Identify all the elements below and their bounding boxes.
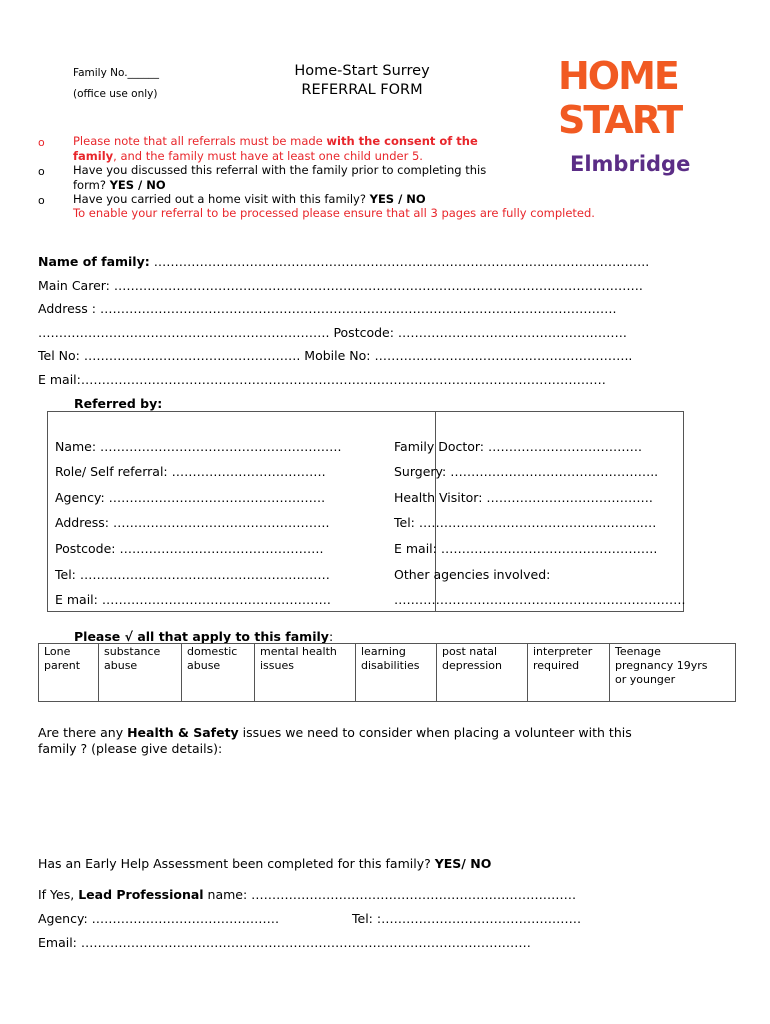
address-postcode-field[interactable]: ……………………………………………………………. Postcode: ………………………………………………. — [38, 325, 627, 340]
discussed-question-text: Have you discussed this referral with the family prior to completing this — [73, 163, 487, 177]
home-visit-question-text: Have you carried out a home visit with this family? — [73, 192, 370, 206]
checklist-teenage-pregnancy[interactable] — [610, 644, 736, 702]
cell-line: Teenage — [615, 645, 661, 658]
referrer-address-field[interactable]: Address: ……………………………………………. — [55, 515, 330, 530]
discussed-question — [73, 163, 486, 192]
cell-line: abuse — [187, 659, 221, 672]
health-safety-question — [38, 725, 632, 757]
other-agencies-field[interactable]: ……………………………………………………………. — [394, 592, 686, 607]
cell-line: learning — [361, 645, 406, 658]
family-name-field[interactable] — [38, 254, 649, 269]
cell-line: issues — [260, 659, 294, 672]
home-visit-yes-no[interactable]: YES / NO — [369, 192, 426, 206]
tel-mobile-field[interactable]: Tel No: ……………………………………………. Mobile No: …………………………………………………….. — [38, 348, 633, 363]
bullet-3: o — [38, 194, 45, 207]
cell-line: required — [533, 659, 580, 672]
referred-by-box — [47, 411, 684, 612]
family-number-field[interactable]: Family No.______ — [73, 67, 160, 79]
checklist-mental-health[interactable] — [255, 644, 356, 702]
consent-note — [73, 134, 478, 163]
lead-email-field[interactable]: Email: ……………………………………………………………………………………………… — [38, 935, 531, 950]
cell-line: or younger — [615, 673, 676, 686]
discussed-yes-no[interactable]: YES / NO — [109, 177, 166, 192]
referrer-tel-field[interactable]: Tel: …………………………………………………… — [55, 567, 330, 582]
logo-line-start: START — [558, 98, 682, 142]
home-start-logo — [556, 54, 701, 184]
cell-line: domestic — [187, 645, 238, 658]
other-agencies-label: Other agencies involved: — [394, 567, 551, 582]
cell-line: depression — [442, 659, 503, 672]
referrer-postcode-field[interactable]: Postcode: …………………………………………. — [55, 541, 324, 556]
health-safety-answer-area[interactable] — [38, 762, 728, 842]
home-visit-question — [73, 192, 426, 207]
early-help-question-text: Has an Early Help Assessment been completed for this family? — [38, 856, 435, 871]
logo-subtitle: Elmbridge — [570, 152, 691, 176]
cell-line: disabilities — [361, 659, 420, 672]
family-checklist-table — [38, 643, 736, 702]
checklist-substance-abuse[interactable] — [99, 644, 182, 702]
bullet-2: o — [38, 165, 45, 178]
form-subtitle: REFERRAL FORM — [301, 82, 423, 98]
checklist-heading — [74, 629, 333, 644]
hs-text-c: issues we need to consider when placing a volunteer with this — [238, 725, 632, 740]
early-help-yes-no[interactable]: YES/ NO — [434, 856, 492, 871]
hv-tel-field[interactable]: Tel: ………………………………………………… — [394, 515, 657, 530]
consent-note-text: Please note that all referrals must be made — [73, 134, 327, 148]
family-name-line[interactable]: ……………………………………………………………………………………………………….. — [149, 254, 650, 269]
cell-line: interpreter — [533, 645, 593, 658]
completion-note: To enable your referral to be processed please ensure that all 3 pages are fully completed. — [73, 206, 595, 220]
referrer-email-field[interactable]: E mail: ………………………………………………. — [55, 592, 331, 607]
consent-note-family: family — [73, 148, 114, 163]
cell-line: abuse — [104, 659, 138, 672]
main-carer-field[interactable]: Main Carer: ………………………………………………………………………………………………………………. — [38, 278, 643, 293]
checklist-heading-b: all that apply to this family — [132, 629, 329, 644]
email-field[interactable]: E mail:……………………………………………………………………………………………………………… — [38, 372, 606, 387]
checklist-interpreter[interactable] — [528, 644, 610, 702]
early-help-question — [38, 856, 491, 871]
bullet-1: o — [38, 136, 45, 149]
checklist-heading-colon: : — [328, 629, 334, 644]
hv-email-field[interactable]: E mail: ……………………………………………. — [394, 541, 658, 556]
cell-line: parent — [44, 659, 81, 672]
checklist-lone-parent[interactable] — [39, 644, 99, 702]
cell-line: mental health — [260, 645, 337, 658]
health-visitor-field[interactable]: Health Visitor: …………………………………. — [394, 490, 653, 505]
logo-line-home: HOME — [558, 54, 678, 98]
referrer-role-field[interactable]: Role/ Self referral: ………………………………. — [55, 464, 326, 479]
lead-professional-field[interactable] — [38, 887, 576, 902]
lead-tel-field[interactable]: Tel: :………………………………………… — [352, 911, 582, 926]
office-use-note: (office use only) — [73, 88, 158, 100]
checklist-post-natal-depression[interactable] — [437, 644, 528, 702]
lead-professional-label: Lead Professional — [78, 887, 204, 902]
hs-bold: Health & Safety — [127, 725, 239, 740]
consent-note-tail: , and the family must have at least one child under 5. — [113, 148, 423, 163]
checklist-row — [39, 644, 736, 702]
hs-text-d: family ? (please give details): — [38, 741, 223, 756]
tick-icon: √ — [124, 629, 133, 644]
consent-note-bold: with the consent of the — [326, 134, 478, 148]
family-name-label: Name of family: — [38, 254, 150, 269]
page-title: Home-Start Surrey — [294, 63, 430, 79]
discussed-question-form: form? — [73, 177, 110, 192]
address-field[interactable]: Address : ……………………………………………………………………………………………………………. — [38, 301, 617, 316]
checklist-domestic-abuse[interactable] — [182, 644, 255, 702]
family-doctor-field[interactable]: Family Doctor: ………………………………. — [394, 439, 642, 454]
checklist-heading-a: Please — [74, 629, 125, 644]
referrer-name-field[interactable]: Name: …………………………………………………. — [55, 439, 342, 454]
cell-line: Lone — [44, 645, 71, 658]
hs-text-a: Are there any — [38, 725, 128, 740]
referrer-agency-field[interactable]: Agency: ……………………………………………. — [55, 490, 326, 505]
cell-line: pregnancy 19yrs — [615, 659, 708, 672]
cell-line: post natal — [442, 645, 498, 658]
lead-text-a: If Yes, — [38, 887, 79, 902]
surgery-field[interactable]: Surgery: ………………………………………….. — [394, 464, 659, 479]
lead-professional-line[interactable]: name: …………………………………………………………………… — [203, 887, 577, 902]
referred-by-heading: Referred by: — [74, 396, 163, 411]
checklist-learning-disabilities[interactable] — [356, 644, 437, 702]
cell-line: substance — [104, 645, 161, 658]
lead-agency-field[interactable]: Agency: ……………………………………… — [38, 911, 280, 926]
